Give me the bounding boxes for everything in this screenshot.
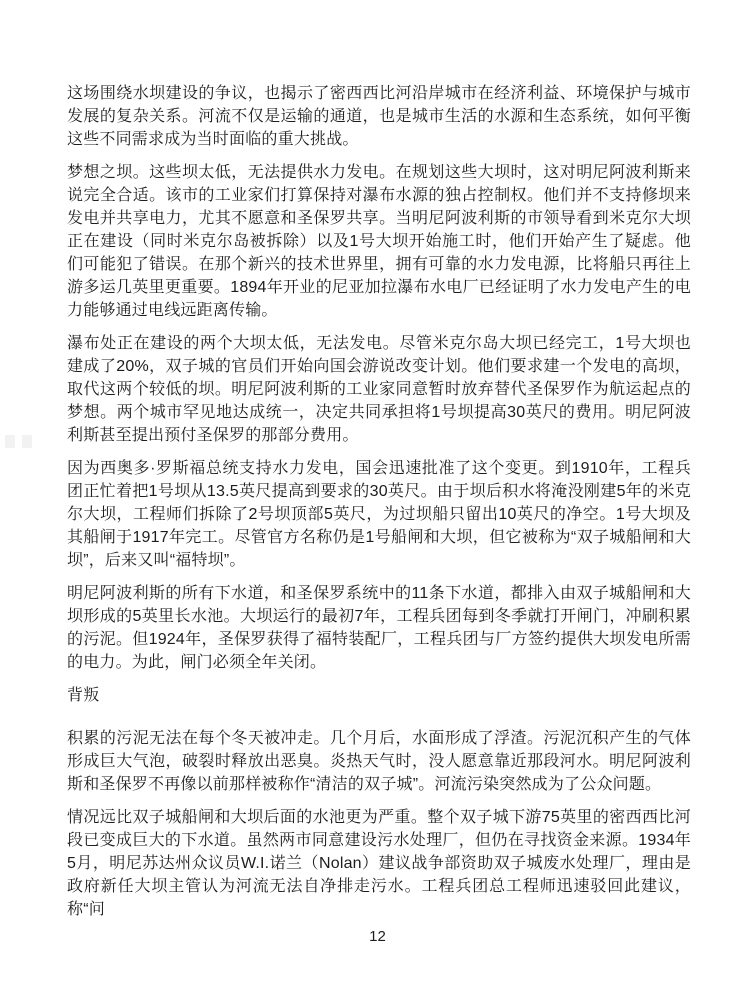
page-body-text: [67, 82, 691, 931]
paragraph: 梦想之坝。这些坝太低，无法提供水力发电。在规划这些大坝时，这对明尼阿波利斯来说完全合适。该市的工业家们打算保持对瀑布水源的独占控制权。他们并不支持修坝来发电并共享电力，尤其不愿意和圣保罗共享。当明尼阿波利斯的市领导看到米克尔大坝正在建设（同时米克尔岛被拆除）以及1号大坝开始施工时，他们开始产生了疑虑。他们可能犯了错误。在那个新兴的技术世界里，拥有可靠的水力发电源，比将船只再往上游多运几英里更重要。1894年开业的尼亚加拉瀑布水电厂已经证明了水力发电产生的电力能够通过电线远距离传输。: [67, 164, 691, 319]
section-heading: 背叛: [67, 687, 100, 704]
scan-artifact: [5, 435, 15, 448]
paragraph: 这场围绕水坝建设的争议，也揭示了密西西比河沿岸城市在经济利益、环境保护与城市发展的复杂关系。河流不仅是运输的通道，也是城市生活的水源和生态系统，如何平衡这些不同需求成为当时面临的重大挑战。: [67, 85, 691, 148]
page-number: 12: [369, 928, 386, 945]
paragraph: 积累的污泥无法在每个冬天被冲走。几个月后，水面形成了浮渣。污泥沉积产生的气体形成巨大气泡，破裂时释放出恶臭。炎热天气时，没人愿意靠近那段河水。明尼阿波利斯和圣保罗不再像以前那样被称作“清洁的双子城”。河流污染突然成为了公众问题。: [67, 730, 691, 793]
paragraph: 因为西奥多·罗斯福总统支持水力发电，国会迅速批准了这个变更。到1910年，工程兵团正忙着把1号坝从13.5英尺提高到要求的30英尺。由于坝后积水将淹没刚建5年的米克尔大坝，工程师们拆除了2号坝顶部5英尺，为过坝船只留出10英尺的净空。1号大坝及其船闸于1917年完工。尽管官方名称仍是1号船闸和大坝，但它被称为“双子城船闸和大坝”，后来又叫“福特坝”。: [67, 460, 691, 569]
paragraph: 瀑布处正在建设的两个大坝太低，无法发电。尽管米克尔岛大坝已经完工，1号大坝也建成了20%，双子城的官员们开始向国会游说改变计划。他们要求建一个发电的高坝，取代这两个较低的坝。明尼阿波利斯的工业家同意暂时放弃替代圣保罗作为航运起点的梦想。两个城市罕见地达成统一，决定共同承担将1号坝提高30英尺的费用。明尼阿波利斯甚至提出预付圣保罗的那部分费用。: [67, 335, 691, 444]
scan-artifact: [22, 435, 32, 448]
paragraph: 情况远比双子城船闸和大坝后面的水池更为严重。整个双子城下游75英里的密西西比河段已变成巨大的下水道。虽然两市同意建设污水处理厂，但仍在寻找资金来源。1934年5月，明尼苏达州众议员W.I.诺兰（Nolan）建议战争部资助双子城废水处理厂，理由是政府新任大坝主管认为河流无法自净排走污水。工程兵团总工程师迅速驳回此建议，称“问: [67, 809, 691, 918]
paragraph: 明尼阿波利斯的所有下水道，和圣保罗系统中的11条下水道，都排入由双子城船闸和大坝形成的5英里长水池。大坝运行的最初7年，工程兵团每到冬季就打开闸门，冲刷积累的污泥。但1924年，圣保罗获得了福特装配厂，工程兵团与厂方签约提供大坝发电所需的电力。为此，闸门必须全年关闭。: [67, 585, 691, 671]
